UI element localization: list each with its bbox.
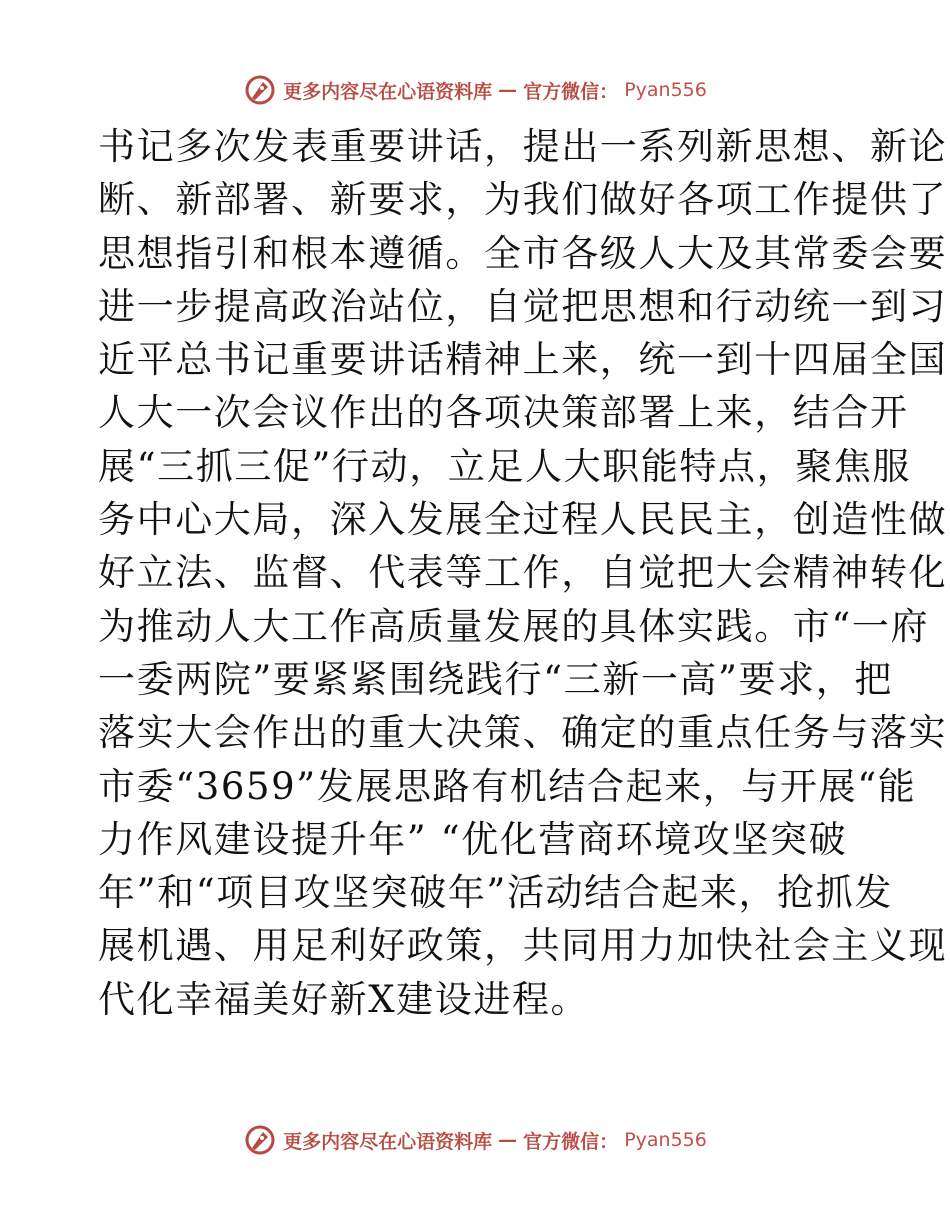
text-line: 近平总书记重要讲话精神上来，统一到十四届全国 bbox=[98, 338, 948, 382]
watermark-text: 更多内容尽在心语资料库 bbox=[283, 80, 493, 103]
text-line: 为推动人大工作高质量发展的具体实践。市“一府 bbox=[98, 604, 930, 648]
text-line: 一委两院”要紧紧围绕践行“三新一高”要求，把 bbox=[98, 657, 893, 701]
text-line: 落实大会作出的重大决策、确定的重点任务与落实 bbox=[98, 711, 948, 755]
pen-nib-circle-icon bbox=[243, 1123, 277, 1157]
text-line: 市委“3659”发展思路有机结合起来，与开展“能 bbox=[98, 764, 917, 808]
text-line: 断、新部署、新要求，为我们做好各项工作提供了 bbox=[98, 178, 948, 222]
document-body bbox=[98, 120, 948, 1026]
watermark-sub: 官方微信： bbox=[523, 80, 619, 103]
text-line: 务中心大局，深入发展全过程人民民主，创造性做 bbox=[98, 498, 948, 542]
pen-nib-circle-icon bbox=[243, 73, 277, 107]
footer-watermark bbox=[0, 1120, 950, 1160]
watermark-separator: — bbox=[498, 1129, 518, 1151]
watermark-separator: — bbox=[498, 79, 518, 101]
text-line: 展机遇、用足利好政策，共同用力加快社会主义现 bbox=[98, 924, 948, 968]
text-line: 进一步提高政治站位，自觉把思想和行动统一到习 bbox=[98, 284, 948, 328]
text-line: 力作风建设提升年” “优化营商环境攻坚突破 bbox=[98, 817, 848, 861]
text-line: 好立法、监督、代表等工作，自觉把大会精神转化 bbox=[98, 551, 948, 595]
text-line: 年”和“项目攻坚突破年”活动结合起来，抢抓发 bbox=[98, 871, 893, 915]
watermark-sub: 官方微信： bbox=[523, 1130, 619, 1153]
watermark-id: Pyan556 bbox=[624, 1129, 707, 1151]
text-line: 代化幸福美好新X建设进程。 bbox=[98, 977, 590, 1021]
text-line: 展“三抓三促”行动，立足人大职能特点，聚焦服 bbox=[98, 444, 912, 488]
text-line: 人大一次会议作出的各项决策部署上来，结合开 bbox=[98, 391, 909, 435]
watermark-text: 更多内容尽在心语资料库 bbox=[283, 1130, 493, 1153]
watermark-id: Pyan556 bbox=[624, 79, 707, 101]
text-line: 书记多次发表重要讲话，提出一系列新思想、新论 bbox=[98, 125, 948, 168]
header-watermark bbox=[0, 70, 950, 110]
text-line: 思想指引和根本遵循。全市各级人大及其常委会要 bbox=[98, 231, 948, 275]
